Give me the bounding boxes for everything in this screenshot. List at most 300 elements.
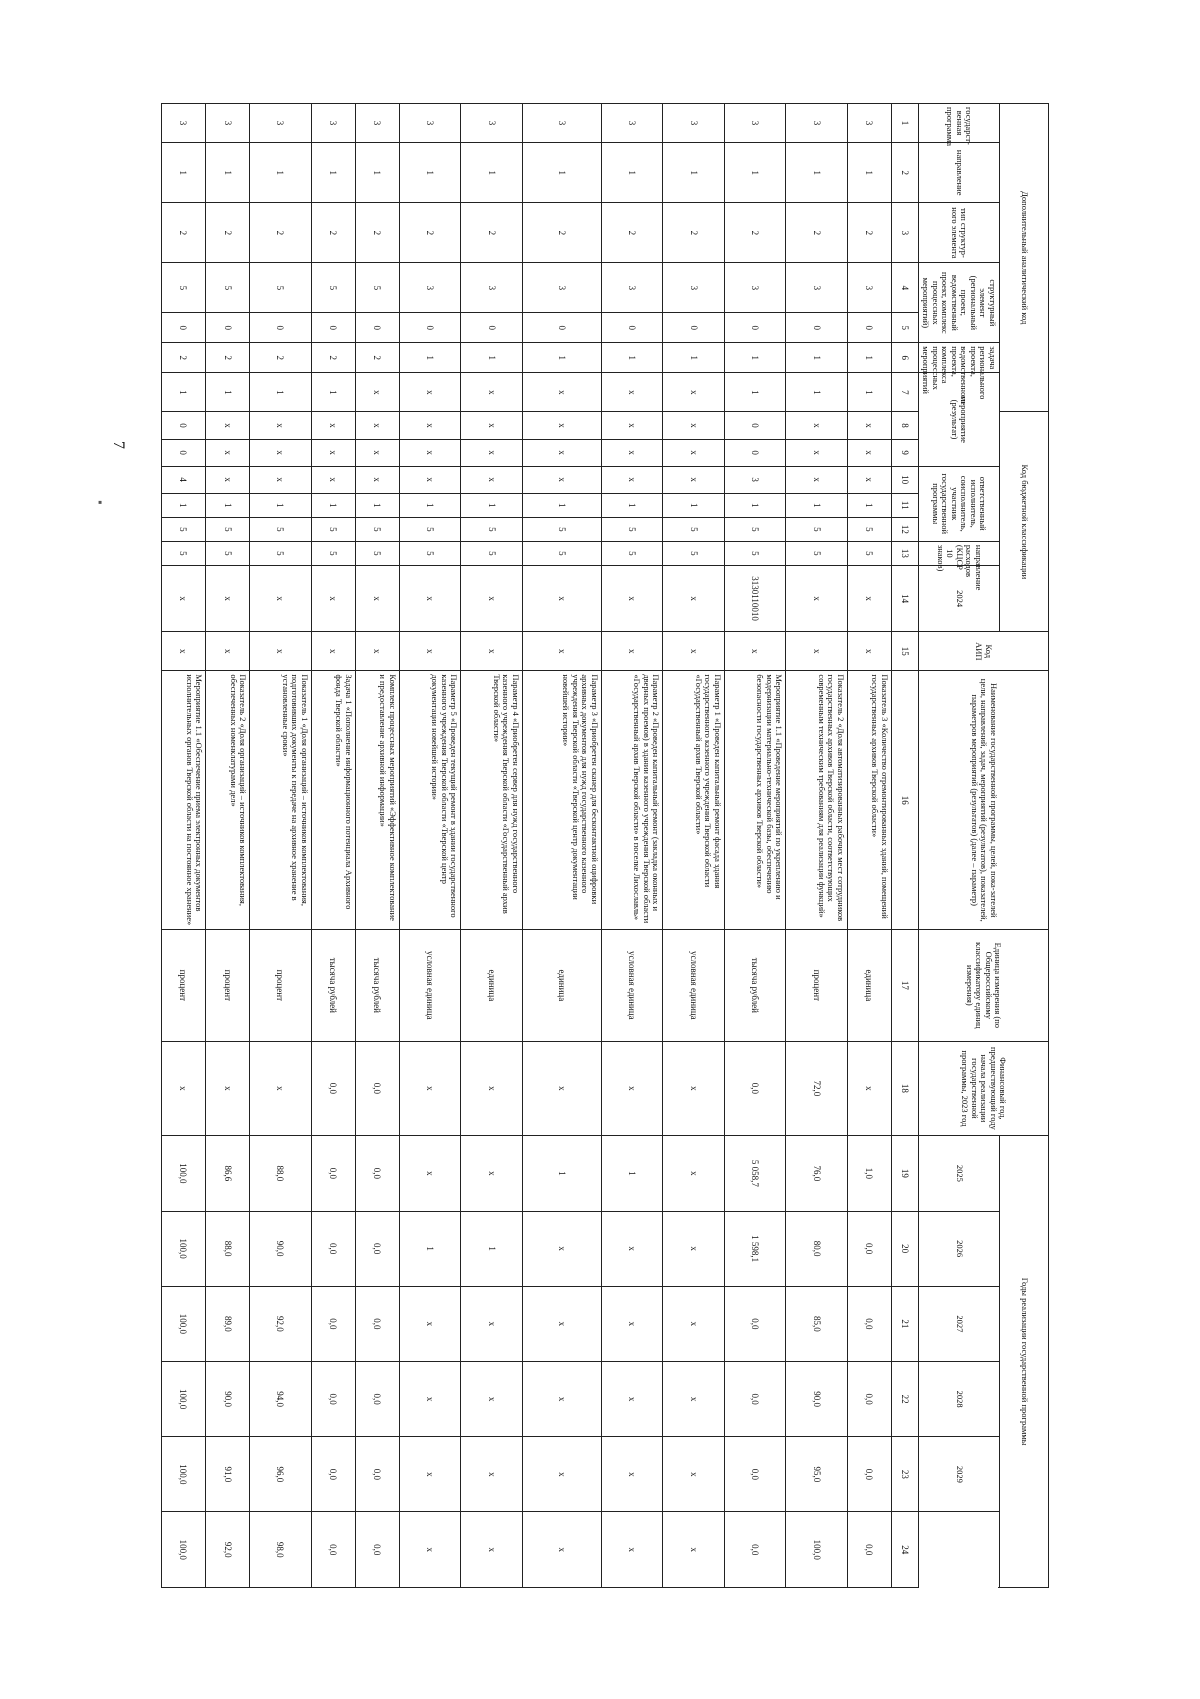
code-cell: 0: [311, 313, 355, 343]
year-value-cell: 1: [601, 1136, 663, 1211]
scan-mark: ▪: [98, 495, 103, 509]
code-cell: 1: [724, 493, 786, 517]
name-header: Наименование государственной программы, целей, пока-зателей цели, направлений, задач, мероприятий (результатов), показателей, параметров мероприятий (результатов) (далее – параметр): [918, 671, 1048, 930]
code-cell: х: [399, 466, 461, 493]
code-cell: 5: [399, 541, 461, 565]
year-value-cell: х: [399, 1362, 461, 1437]
code-cell: 3: [724, 263, 786, 313]
code-cell: х: [250, 466, 312, 493]
code-cell: 1: [601, 343, 663, 373]
code-cell: 5: [206, 541, 250, 565]
year-value-cell: х: [522, 1437, 601, 1512]
code-cell: 3: [461, 104, 523, 143]
year-value-cell: х: [601, 1362, 663, 1437]
code-cell: 1: [663, 143, 725, 203]
unit-cell: условная единица: [663, 930, 725, 1041]
code-cell: 0: [161, 412, 205, 439]
aip-cell: х: [311, 632, 355, 671]
year-value-cell: 100,0: [161, 1362, 205, 1437]
code-cell: 2: [847, 203, 891, 263]
code-cell: 2: [724, 203, 786, 263]
table-row: [206, 104, 250, 1588]
code-cell: 2: [311, 343, 355, 373]
code-cell: 0: [250, 313, 312, 343]
year-value-cell: х: [663, 1211, 725, 1286]
column-number: 12: [891, 517, 918, 541]
structural-type-header: тип структур-ного элемента: [918, 203, 999, 263]
year-value-cell: 0,0: [355, 1136, 399, 1211]
year-value-cell: 0,0: [847, 1362, 891, 1437]
code-cell: 5: [724, 541, 786, 565]
code-cell: 5: [161, 263, 205, 313]
year-value-cell: х: [461, 1136, 523, 1211]
year-value-cell: х: [461, 1437, 523, 1512]
unit-cell: процент: [161, 930, 205, 1041]
fin-year-cell: х: [399, 1041, 461, 1136]
code-cell: 1: [724, 373, 786, 412]
unit-cell: процент: [786, 930, 848, 1041]
code-cell: 5: [601, 517, 663, 541]
code-cell: 0: [355, 313, 399, 343]
code-cell: 0: [663, 313, 725, 343]
year-value-cell: х: [663, 1286, 725, 1361]
name-cell: Параметр 3 «Приобретен сканер для бесконтактной оцифровки архивных документов для нужд государственного казенного учреждения Тверской области «Тверской центр документации новейшей истории»: [522, 671, 601, 930]
aip-cell: х: [724, 632, 786, 671]
code-cell: х: [355, 373, 399, 412]
code-cell: х: [847, 412, 891, 439]
name-cell: Мероприятие 1.1 «Проведение мероприятий по укреплению и модернизации материально-технической базы, обеспечению безопасности государственных архивов Тверской области»: [724, 671, 786, 930]
code-cell: 2: [663, 203, 725, 263]
year-value-cell: 92,0: [250, 1286, 312, 1361]
year-value-cell: х: [601, 1437, 663, 1512]
code-cell: 1: [461, 343, 523, 373]
kcsr-cell: х: [161, 565, 205, 631]
code-cell: х: [250, 412, 312, 439]
page-number: 7: [110, 441, 127, 449]
code-cell: 3: [161, 104, 205, 143]
table-row: [399, 104, 461, 1588]
code-cell: 2: [601, 203, 663, 263]
aip-cell: х: [461, 632, 523, 671]
unit-cell: условная единица: [399, 930, 461, 1041]
code-cell: 4: [161, 466, 205, 493]
fin-year-cell: х: [161, 1041, 205, 1136]
unit-cell: единица: [522, 930, 601, 1041]
code-cell: 1: [786, 343, 848, 373]
code-cell: 5: [161, 541, 205, 565]
code-cell: 3: [399, 104, 461, 143]
column-number: 13: [891, 541, 918, 565]
year-value-cell: х: [663, 1512, 725, 1588]
year-value-cell: х: [663, 1136, 725, 1211]
code-cell: 0: [522, 313, 601, 343]
code-cell: х: [601, 412, 663, 439]
fin-year-cell: х: [461, 1041, 523, 1136]
code-cell: х: [847, 466, 891, 493]
additional-code-header: Дополнительный аналитический код: [1000, 104, 1049, 412]
year-value-cell: 0,0: [311, 1286, 355, 1361]
code-cell: 1: [250, 143, 312, 203]
name-cell: Мероприятие 1.1 «Обеспечение приема электронных документов исполнительных органов Тверской области на постоянное хранение»: [161, 671, 205, 930]
code-cell: х: [663, 412, 725, 439]
code-cell: 5: [724, 517, 786, 541]
code-cell: 1: [161, 143, 205, 203]
code-cell: 3: [786, 263, 848, 313]
year-header: 2024: [918, 565, 999, 631]
column-number: 17: [891, 930, 918, 1041]
year-header: 2029: [918, 1437, 999, 1512]
code-cell: 3: [724, 104, 786, 143]
code-cell: 1: [847, 493, 891, 517]
code-cell: х: [206, 466, 250, 493]
year-value-cell: 0,0: [311, 1512, 355, 1588]
name-cell: Параметр 2 «Проведен капитальный ремонт (закладка оконных и дверных проемов) в здании казенного учреждения Тверской области «Государственный архив Тверской области» в поселке Лихославль»: [601, 671, 663, 930]
code-cell: 1: [250, 373, 312, 412]
year-header: 2025: [918, 1136, 999, 1211]
year-value-cell: х: [522, 1362, 601, 1437]
code-cell: 5: [522, 541, 601, 565]
year-value-cell: 0,0: [847, 1512, 891, 1588]
code-cell: 3: [522, 104, 601, 143]
year-value-cell: х: [663, 1362, 725, 1437]
kcsr-cell: х: [601, 565, 663, 631]
year-value-cell: 90,0: [250, 1211, 312, 1286]
code-cell: 5: [786, 517, 848, 541]
code-cell: 2: [206, 343, 250, 373]
program-table-rotated: [177, 103, 1049, 1588]
code-cell: 5: [206, 263, 250, 313]
table-row: [724, 104, 786, 1588]
code-cell: 1: [522, 143, 601, 203]
year-value-cell: 0,0: [847, 1211, 891, 1286]
code-cell: х: [206, 439, 250, 466]
year-value-cell: 88,0: [250, 1136, 312, 1211]
code-cell: 3: [663, 263, 725, 313]
code-cell: х: [355, 412, 399, 439]
column-number: 24: [891, 1512, 918, 1588]
code-cell: 5: [250, 263, 312, 313]
code-cell: х: [601, 466, 663, 493]
kcsr-cell: 3130110010: [724, 565, 786, 631]
year-value-cell: 5 058,7: [724, 1136, 786, 1211]
year-value-cell: 94,0: [250, 1362, 312, 1437]
code-cell: х: [250, 439, 312, 466]
code-cell: 1: [601, 143, 663, 203]
year-value-cell: 1 598,1: [724, 1211, 786, 1286]
table-row: [250, 104, 312, 1588]
aip-cell: х: [601, 632, 663, 671]
aip-code-header: Код АИП: [918, 632, 1048, 671]
code-cell: 3: [522, 263, 601, 313]
year-value-cell: х: [601, 1286, 663, 1361]
code-cell: х: [355, 466, 399, 493]
unit-cell: единица: [847, 930, 891, 1041]
code-cell: х: [355, 439, 399, 466]
code-cell: 5: [522, 517, 601, 541]
code-cell: 5: [461, 541, 523, 565]
column-number: 19: [891, 1136, 918, 1211]
year-value-cell: 100,0: [161, 1286, 205, 1361]
year-value-cell: х: [461, 1362, 523, 1437]
year-value-cell: х: [522, 1286, 601, 1361]
code-cell: 0: [724, 412, 786, 439]
kcsr-cell: х: [250, 565, 312, 631]
code-cell: х: [311, 439, 355, 466]
code-cell: 2: [786, 203, 848, 263]
code-cell: 1: [355, 493, 399, 517]
code-cell: 1: [786, 493, 848, 517]
fin-year-cell: х: [250, 1041, 312, 1136]
code-cell: 5: [355, 263, 399, 313]
code-cell: х: [663, 373, 725, 412]
code-cell: х: [522, 439, 601, 466]
year-value-cell: х: [399, 1512, 461, 1588]
expense-direction-header: направление расходов (КЦСР 10 знаков): [918, 541, 999, 565]
aip-cell: х: [206, 632, 250, 671]
column-number: 3: [891, 203, 918, 263]
year-value-cell: 0,0: [311, 1136, 355, 1211]
code-cell: 1: [206, 493, 250, 517]
unit-cell: тысяча рублей: [724, 930, 786, 1041]
column-number: 15: [891, 632, 918, 671]
code-cell: х: [663, 466, 725, 493]
year-value-cell: х: [461, 1512, 523, 1588]
code-cell: 5: [311, 517, 355, 541]
fin-year-cell: х: [847, 1041, 891, 1136]
year-value-cell: 100,0: [161, 1512, 205, 1588]
year-value-cell: х: [461, 1286, 523, 1361]
code-cell: 2: [399, 203, 461, 263]
code-cell: 1: [663, 343, 725, 373]
kcsr-cell: х: [399, 565, 461, 631]
year-value-cell: 1: [399, 1211, 461, 1286]
code-cell: 1: [311, 493, 355, 517]
column-number: 2: [891, 143, 918, 203]
year-value-cell: 100,0: [161, 1437, 205, 1512]
year-value-cell: 0,0: [724, 1362, 786, 1437]
code-cell: 1: [522, 493, 601, 517]
code-cell: х: [522, 466, 601, 493]
fin-year-cell: х: [206, 1041, 250, 1136]
aip-cell: х: [663, 632, 725, 671]
column-number: 21: [891, 1286, 918, 1361]
code-cell: 5: [250, 541, 312, 565]
year-value-cell: 1: [461, 1211, 523, 1286]
year-value-cell: 100,0: [161, 1136, 205, 1211]
name-cell: Параметр 1 «Проведен капитальный ремонт фасада здания государственного казенного учреждения Тверской области «Государственный архив Тверской области»: [663, 671, 725, 930]
year-value-cell: х: [399, 1437, 461, 1512]
code-cell: 5: [355, 541, 399, 565]
year-value-cell: 95,0: [786, 1437, 848, 1512]
code-cell: 3: [786, 104, 848, 143]
code-cell: х: [786, 412, 848, 439]
task-header: задача регионального проекта, ведомственного проекта, комплекса процессных мероприятий: [918, 343, 999, 373]
aip-cell: х: [847, 632, 891, 671]
aip-cell: х: [250, 632, 312, 671]
code-cell: 2: [250, 343, 312, 373]
unit-header: Единица измерения (по Общероссийскому классификатору единиц измерения): [918, 930, 1048, 1041]
kcsr-cell: х: [663, 565, 725, 631]
year-value-cell: 100,0: [161, 1211, 205, 1286]
year-value-cell: 0,0: [355, 1437, 399, 1512]
code-cell: 2: [355, 343, 399, 373]
code-cell: 5: [206, 517, 250, 541]
code-cell: 1: [461, 493, 523, 517]
kcsr-cell: х: [355, 565, 399, 631]
year-value-cell: 96,0: [250, 1437, 312, 1512]
code-cell: 3: [399, 263, 461, 313]
code-cell: 0: [786, 313, 848, 343]
name-cell: Задача 1 «Пополнение информационного потенциала Архивного фонда Тверской области»: [311, 671, 355, 930]
name-cell: Комплекс процессных мероприятий «Эффективное комплектование и предоставление архивной информации»: [355, 671, 399, 930]
code-cell: 0: [206, 313, 250, 343]
year-value-cell: 100,0: [786, 1512, 848, 1588]
code-cell: 1: [847, 143, 891, 203]
code-cell: х: [311, 466, 355, 493]
code-cell: х: [601, 439, 663, 466]
year-value-cell: 98,0: [250, 1512, 312, 1588]
code-cell: 3: [601, 263, 663, 313]
column-number: 8: [891, 412, 918, 439]
year-value-cell: 0,0: [355, 1362, 399, 1437]
code-cell: 5: [601, 541, 663, 565]
column-number: 22: [891, 1362, 918, 1437]
code-cell: 1: [847, 373, 891, 412]
year-value-cell: х: [601, 1211, 663, 1286]
year-value-cell: 91,0: [206, 1437, 250, 1512]
code-cell: 3: [663, 104, 725, 143]
table-row: [847, 104, 891, 1588]
year-value-cell: 0,0: [847, 1286, 891, 1361]
column-number: 9: [891, 439, 918, 466]
table-row: [355, 104, 399, 1588]
code-cell: 0: [399, 313, 461, 343]
year-value-cell: х: [399, 1136, 461, 1211]
fin-year-cell: х: [663, 1041, 725, 1136]
fin-year-cell: 0,0: [724, 1041, 786, 1136]
code-cell: 2: [250, 203, 312, 263]
code-cell: 1: [399, 343, 461, 373]
kcsr-cell: х: [522, 565, 601, 631]
code-cell: 5: [847, 517, 891, 541]
code-cell: 2: [206, 203, 250, 263]
name-cell: Параметр 5 «Проведен текущий ремонт в здании государственного казенного учреждения Тверской области «Тверской центр документации новейшей истории»: [399, 671, 461, 930]
responsible-header: ответственный исполнитель, соисполнитель, участник государственной программы: [918, 466, 999, 541]
code-cell: 1: [522, 343, 601, 373]
year-value-cell: х: [522, 1211, 601, 1286]
year-value-cell: 0,0: [311, 1211, 355, 1286]
code-cell: 5: [847, 541, 891, 565]
aip-cell: х: [786, 632, 848, 671]
unit-cell: тысяча рублей: [355, 930, 399, 1041]
code-cell: 2: [161, 203, 205, 263]
table-row: [663, 104, 725, 1588]
column-number: 23: [891, 1437, 918, 1512]
kcsr-cell: х: [786, 565, 848, 631]
code-cell: 0: [724, 439, 786, 466]
code-cell: 0: [724, 313, 786, 343]
kcsr-cell: х: [311, 565, 355, 631]
code-cell: 1: [724, 343, 786, 373]
code-cell: х: [461, 466, 523, 493]
name-cell: Показатель 3 «Количество отремонтированных зданий, помещений государственных архивов Тверской области»: [847, 671, 891, 930]
code-cell: 2: [311, 203, 355, 263]
table-row: [786, 104, 848, 1588]
code-cell: х: [461, 373, 523, 412]
fin-year-cell: 0,0: [355, 1041, 399, 1136]
year-value-cell: х: [601, 1512, 663, 1588]
kcsr-cell: х: [847, 565, 891, 631]
year-value-cell: х: [663, 1437, 725, 1512]
code-cell: 0: [161, 439, 205, 466]
code-cell: 1: [461, 143, 523, 203]
code-cell: х: [399, 373, 461, 412]
code-cell: х: [461, 439, 523, 466]
year-header: 2026: [918, 1211, 999, 1286]
table-row: [522, 104, 601, 1588]
code-cell: х: [786, 439, 848, 466]
column-number: 1: [891, 104, 918, 143]
fin-year-cell: 0,0: [311, 1041, 355, 1136]
code-cell: 5: [663, 541, 725, 565]
name-cell: Показатель 2 «Доля организаций – источников комплектования, обеспеченных номенклатурами дел»: [206, 671, 250, 930]
code-cell: 0: [161, 313, 205, 343]
years-header: Годы реализации государственной программы: [1000, 1136, 1049, 1588]
code-cell: 3: [847, 104, 891, 143]
code-cell: 5: [250, 517, 312, 541]
year-header: 2027: [918, 1286, 999, 1361]
year-value-cell: 88,0: [206, 1211, 250, 1286]
name-cell: Параметр 4 «Приобретен сервер для нужд государственного казенного учреждения Тверской области «Государственный архив Тверской области»: [461, 671, 523, 930]
name-cell: Показатель 1 «Доля организаций – источников комплектования, подготовивших документы к передаче на архивное хранение в установленные сроки»: [250, 671, 312, 930]
year-value-cell: 80,0: [786, 1211, 848, 1286]
code-cell: 1: [250, 493, 312, 517]
year-value-cell: 0,0: [355, 1512, 399, 1588]
unit-cell: тысяча рублей: [311, 930, 355, 1041]
table-row: [461, 104, 523, 1588]
code-cell: 5: [786, 541, 848, 565]
year-value-cell: 1: [522, 1136, 601, 1211]
code-cell: 3: [206, 104, 250, 143]
code-cell: 0: [601, 313, 663, 343]
fin-year-header: Финансовый год, предшествующий году начала реализации государственной программы, 2023 год: [918, 1041, 1048, 1136]
year-value-cell: 90,0: [206, 1362, 250, 1437]
name-cell: Показатель 2 «Доля автоматизированных рабочих мест сотрудников государственных архивов Тверской области, соответствующих современным техническим требованиям для реализации функций»: [786, 671, 848, 930]
year-value-cell: 76,0: [786, 1136, 848, 1211]
column-number: 6: [891, 343, 918, 373]
kcsr-cell: х: [461, 565, 523, 631]
column-numbers-row: [891, 104, 918, 1588]
code-cell: х: [522, 373, 601, 412]
aip-cell: х: [355, 632, 399, 671]
aip-cell: х: [522, 632, 601, 671]
year-value-cell: х: [522, 1512, 601, 1588]
code-cell: х: [663, 439, 725, 466]
unit-cell: процент: [206, 930, 250, 1041]
code-cell: х: [461, 412, 523, 439]
code-cell: х: [399, 439, 461, 466]
code-cell: х: [399, 412, 461, 439]
year-value-cell: 89,0: [206, 1286, 250, 1361]
table-row: [311, 104, 355, 1588]
year-value-cell: 0,0: [847, 1437, 891, 1512]
table-row: [161, 104, 205, 1588]
code-cell: 3: [601, 104, 663, 143]
column-number: 18: [891, 1041, 918, 1136]
code-cell: х: [311, 412, 355, 439]
year-value-cell: 90,0: [786, 1362, 848, 1437]
code-cell: 1: [206, 143, 250, 203]
